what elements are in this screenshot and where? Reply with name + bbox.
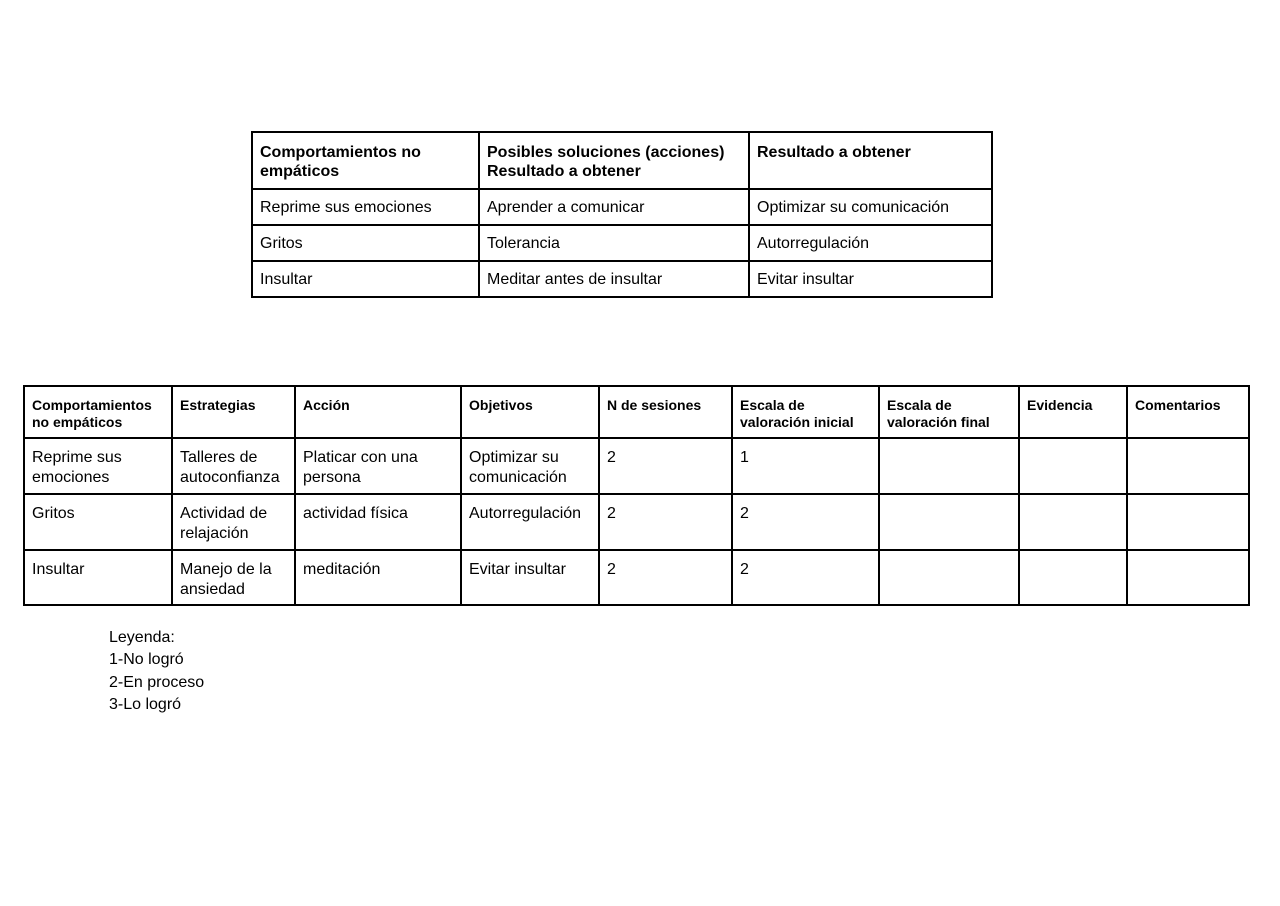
- table-cell: Talleres de autoconfianza: [172, 438, 295, 494]
- table-cell: Optimizar su comunicación: [749, 189, 992, 225]
- table-cell: Evitar insultar: [461, 550, 599, 605]
- table-cell: Manejo de la ansiedad: [172, 550, 295, 605]
- table-cell: Reprime sus emociones: [252, 189, 479, 225]
- solutions-table: [251, 131, 993, 298]
- header-cell: Posibles soluciones (acciones) Resultado a obtener: [479, 132, 749, 189]
- table-cell: actividad física: [295, 494, 461, 550]
- table-cell: 2: [599, 494, 732, 550]
- table-cell: Insultar: [252, 261, 479, 297]
- table-cell: 1: [732, 438, 879, 494]
- header-cell: Comentarios: [1127, 386, 1249, 438]
- table-row: [252, 261, 992, 297]
- table-cell: Insultar: [24, 550, 172, 605]
- table-cell: Autorregulación: [749, 225, 992, 261]
- header-cell: N de sesiones: [599, 386, 732, 438]
- table-cell: Evitar insultar: [749, 261, 992, 297]
- table-cell: Optimizar su comunicación: [461, 438, 599, 494]
- legend: [109, 627, 204, 716]
- table-cell: Platicar con una persona: [295, 438, 461, 494]
- table-header-row: [24, 386, 1249, 438]
- table-cell: [1019, 550, 1127, 605]
- table-cell: [1127, 494, 1249, 550]
- header-cell: Objetivos: [461, 386, 599, 438]
- table-row: [252, 189, 992, 225]
- header-cell: Resultado a obtener: [749, 132, 992, 189]
- table-row: [24, 438, 1249, 494]
- header-cell: Estrategias: [172, 386, 295, 438]
- table-cell: 2: [732, 494, 879, 550]
- legend-item: 3-Lo logró: [109, 695, 182, 713]
- table-cell: [879, 550, 1019, 605]
- table-row: [24, 494, 1249, 550]
- table-cell: Gritos: [252, 225, 479, 261]
- table-header-row: [252, 132, 992, 189]
- table-row: [252, 225, 992, 261]
- table-cell: [1019, 494, 1127, 550]
- legend-title: Leyenda:: [109, 629, 175, 646]
- header-cell: Evidencia: [1019, 386, 1127, 438]
- intervention-plan-table: [23, 385, 1250, 606]
- table-row: [24, 550, 1249, 605]
- table-cell: [879, 494, 1019, 550]
- header-cell: Comportamientos no empáticos: [24, 386, 172, 438]
- header-cell: Escala de valoración final: [879, 386, 1019, 438]
- table-cell: Autorregulación: [461, 494, 599, 550]
- table-cell: Aprender a comunicar: [479, 189, 749, 225]
- table-cell: Gritos: [24, 494, 172, 550]
- header-cell: Comportamientos no empáticos: [252, 132, 479, 189]
- header-cell: Acción: [295, 386, 461, 438]
- table-cell: 2: [732, 550, 879, 605]
- table-cell: 2: [599, 550, 732, 605]
- table-cell: [1127, 438, 1249, 494]
- table-cell: [1019, 438, 1127, 494]
- legend-item: 2-En proceso: [109, 673, 205, 691]
- table-cell: Reprime sus emociones: [24, 438, 172, 494]
- table-cell: [1127, 550, 1249, 605]
- legend-item: 1-No logró: [109, 651, 184, 669]
- table-cell: [879, 438, 1019, 494]
- table-cell: Meditar antes de insultar: [479, 261, 749, 297]
- table-cell: 2: [599, 438, 732, 494]
- table-cell: Actividad de relajación: [172, 494, 295, 550]
- header-cell: Escala de valoración inicial: [732, 386, 879, 438]
- table-cell: Tolerancia: [479, 225, 749, 261]
- table-cell: meditación: [295, 550, 461, 605]
